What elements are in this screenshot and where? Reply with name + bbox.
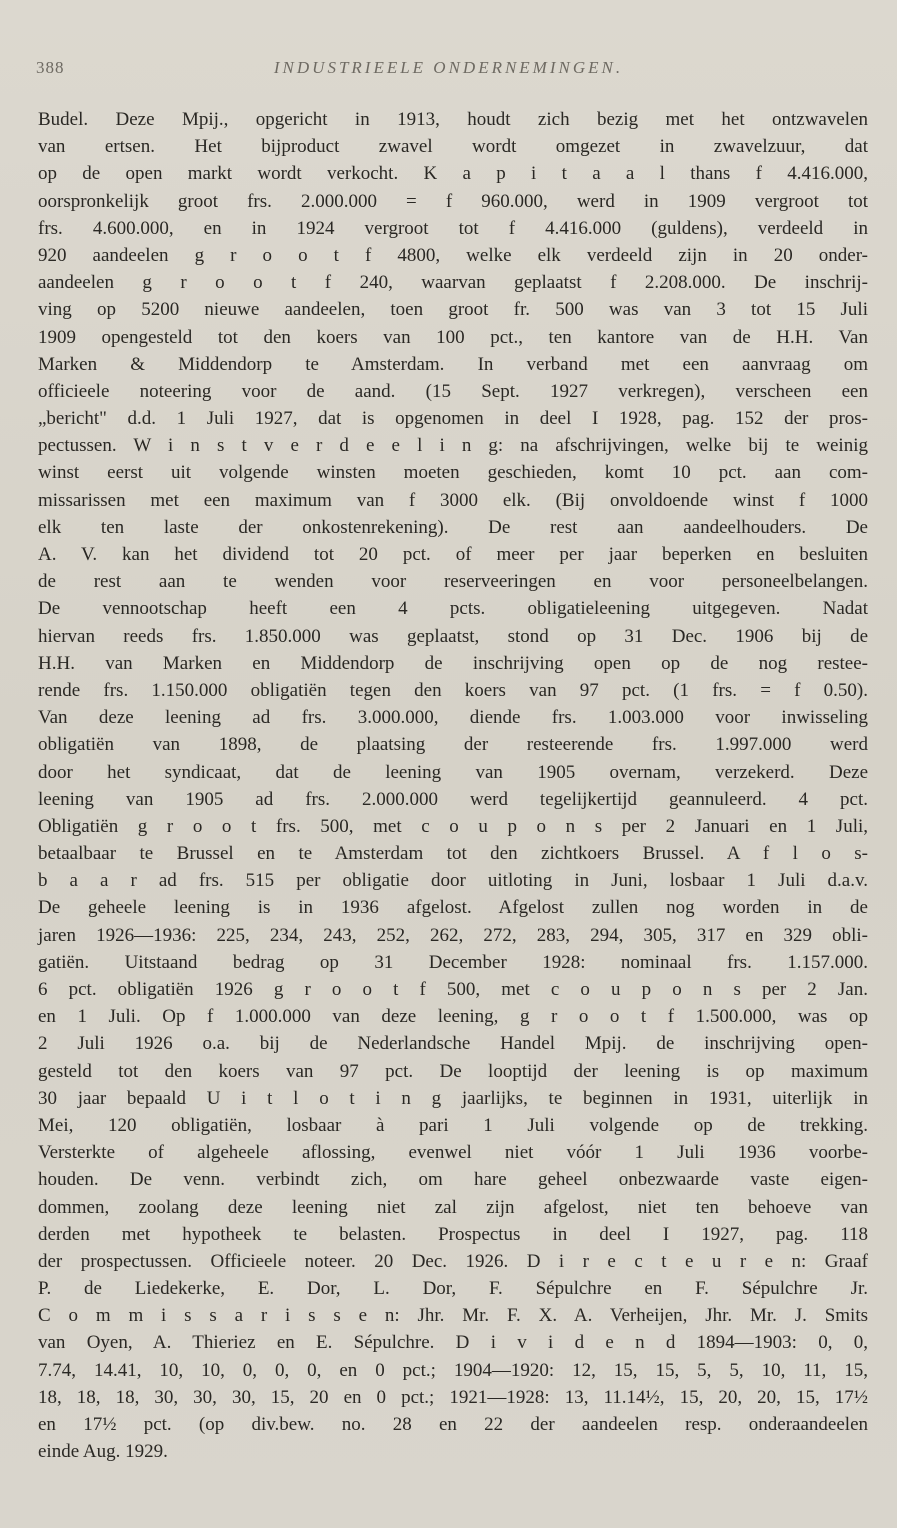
text-line: 7.74, 14.41, 10, 10, 0, 0, 0, en 0 pct.; 1904—1920: 12, 15, 15, 5, 5, 10, 11, 15, (38, 1359, 868, 1381)
text-line: 30 jaar bepaald U i t l o t i n g jaarlijks, te beginnen in 1931, uiterlijk in (38, 1087, 868, 1109)
text-line: oorspronkelijk groot frs. 2.000.000 = f 960.000, werd in 1909 vergroot tot (38, 190, 868, 212)
text-line: betaalbaar te Brussel en te Amsterdam tot den zichtkoers Brussel. A f l o s- (38, 843, 868, 865)
text-line: pectussen. W i n s t v e r d e e l i n g: na afschrijvingen, welke bij te weinig (38, 435, 868, 457)
text-line: Van deze leening ad frs. 3.000.000, diende frs. 1.003.000 voor inwisseling (38, 707, 868, 729)
text-line: 1909 opengesteld tot den koers van 100 pct., ten kantore van de H.H. Van (38, 326, 868, 348)
text-line: aandeelen g r o o t f 240, waarvan geplaatst f 2.208.000. De inschrij- (38, 272, 868, 294)
text-line: A. V. kan het dividend tot 20 pct. of meer per jaar beperken en besluiten (38, 544, 868, 565)
text-line: Budel. Deze Mpij., opgericht in 1913, houdt zich bezig met het ontzwavelen (38, 109, 868, 130)
running-head: INDUSTRIEELE ONDERNEMINGEN. (273, 58, 624, 77)
text-line: 18, 18, 18, 30, 30, 30, 15, 20 en 0 pct.; 1921—1928: 13, 11.14½, 15, 20, 20, 15, 17½ (38, 1386, 868, 1408)
text-line: van ertsen. Het bijproduct zwavel wordt omgezet in zwavelzuur, dat (38, 136, 868, 158)
text-line: houden. De venn. verbindt zich, om hare geheel onbezwaarde vaste eigen- (38, 1169, 868, 1191)
text-line: ving op 5200 nieuwe aandeelen, toen groot fr. 500 was van 3 tot 15 Juli (38, 299, 868, 321)
text-line: en 17½ pct. (op div.bew. no. 28 en 22 der aandeelen resp. onderaandeelen (38, 1414, 868, 1435)
text-line: leening van 1905 ad frs. 2.000.000 werd tegelijkertijd geannuleerd. 4 pct. (38, 788, 868, 810)
text-line: einde Aug. 1929. (38, 1441, 168, 1463)
page-number: 388 (36, 58, 65, 77)
text-line: obligatiën van 1898, de plaatsing der resteerende frs. 1.997.000 werd (38, 734, 868, 756)
text-line: missarissen met een maximum van f 3000 elk. (Bij onvoldoende winst f 1000 (38, 489, 868, 511)
text-line: gatiën. Uitstaand bedrag op 31 December 1928: nominaal frs. 1.157.000. (38, 951, 868, 973)
text-line: b a a r ad frs. 515 per obligatie door uitloting in Juni, losbaar 1 Juli d.a.v. (38, 870, 868, 892)
text-line: door het syndicaat, dat de leening van 1905 overnam, verzekerd. Deze (38, 761, 868, 783)
text-line: der prospectussen. Officieele noteer. 20 Dec. 1926. D i r e c t e u r e n: Graaf (38, 1250, 868, 1272)
text-line: op de open markt wordt verkocht. K a p i t a a l thans f 4.416.000, (38, 163, 868, 185)
body-text (38, 106, 868, 1465)
text-line: 2 Juli 1926 o.a. bij de Nederlandsche Handel Mpij. de inschrijving open- (38, 1033, 868, 1055)
text-line: derden met hypotheek te belasten. Prospectus in deel I 1927, pag. 118 (38, 1223, 868, 1245)
text-line: elk ten laste der onkostenrekening). De rest aan aandeelhouders. De (38, 516, 868, 538)
text-line: Marken & Middendorp te Amsterdam. In verband met een aanvraag om (38, 353, 868, 375)
text-line: gesteld tot den koers van 97 pct. De looptijd der leening is op maximum (38, 1060, 868, 1082)
text-line: Versterkte of algeheele aflossing, evenwel niet vóór 1 Juli 1936 voorbe- (38, 1142, 868, 1164)
text-line: van Oyen, A. Thieriez en E. Sépulchre. D i v i d e n d 1894—1903: 0, 0, (38, 1332, 868, 1354)
text-line: de rest aan te wenden voor reserveeringen en voor personeelbelangen. (38, 571, 868, 593)
text-line: De geheele leening is in 1936 afgelost. Afgelost zullen nog worden in de (38, 897, 868, 919)
text-line: P. de Liedekerke, E. Dor, L. Dor, F. Sépulchre en F. Sépulchre Jr. (38, 1278, 868, 1300)
text-line: 920 aandeelen g r o o t f 4800, welke elk verdeeld zijn in 20 onder- (38, 244, 868, 266)
text-line: H.H. van Marken en Middendorp de inschrijving open op de nog restee- (38, 652, 868, 674)
text-line: en 1 Juli. Op f 1.000.000 van deze leening, g r o o t f 1.500.000, was op (38, 1006, 868, 1028)
text-line: C o m m i s s a r i s s e n: Jhr. Mr. F. X. A. Verheijen, Jhr. Mr. J. Smits (38, 1305, 868, 1327)
page-header (36, 58, 861, 92)
text-line: frs. 4.600.000, en in 1924 vergroot tot f 4.416.000 (guldens), verdeeld in (38, 217, 868, 239)
text-line: hiervan reeds frs. 1.850.000 was geplaatst, stond op 31 Dec. 1906 bij de (38, 625, 868, 647)
text-line: jaren 1926—1936: 225, 234, 243, 252, 262, 272, 283, 294, 305, 317 en 329 obli- (38, 924, 868, 946)
text-line: De vennootschap heeft een 4 pcts. obligatieleening uitgegeven. Nadat (38, 598, 868, 620)
text-line: 6 pct. obligatiën 1926 g r o o t f 500, met c o u p o n s per 2 Jan. (38, 979, 868, 1000)
text-line: Obligatiën g r o o t frs. 500, met c o u p o n s per 2 Januari en 1 Juli, (38, 815, 868, 837)
text-line: „bericht" d.d. 1 Juli 1927, dat is opgenomen in deel I 1928, pag. 152 der pros- (38, 408, 868, 430)
text-line: winst eerst uit volgende winsten moeten geschieden, komt 10 pct. aan com- (38, 462, 868, 484)
text-line: officieele noteering voor de aand. (15 Sept. 1927 verkregen), verscheen een (38, 380, 868, 402)
text-line: Mei, 120 obligatiën, losbaar à pari 1 Juli volgende op de trekking. (38, 1114, 868, 1136)
text-line: rende frs. 1.150.000 obligatiën tegen den koers van 97 pct. (1 frs. = f 0.50). (38, 679, 868, 701)
text-line: dommen, zoolang deze leening niet zal zijn afgelost, niet ten behoeve van (38, 1196, 868, 1218)
